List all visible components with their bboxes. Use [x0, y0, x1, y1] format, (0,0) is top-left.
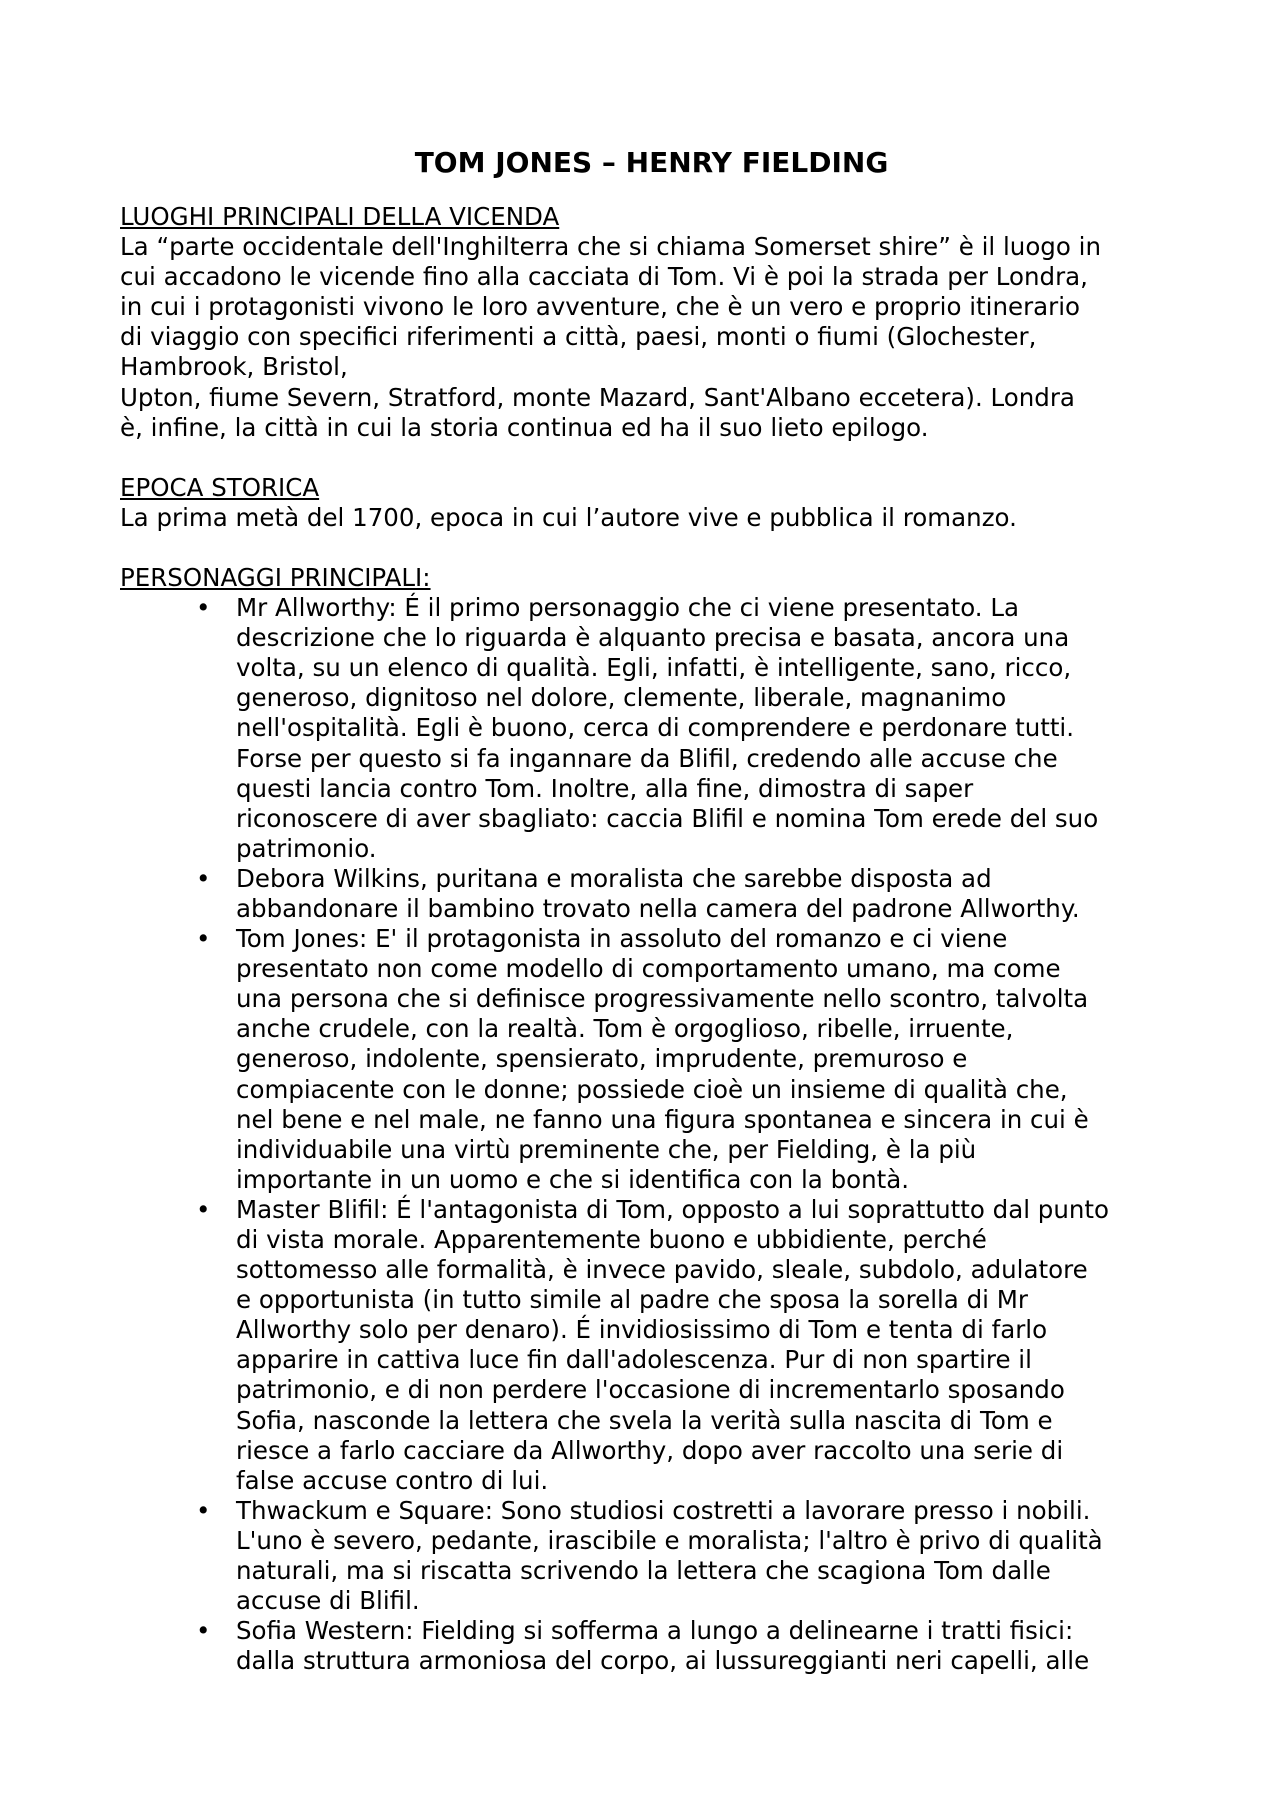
characters-heading: PERSONAGGI PRINCIPALI:	[120, 562, 431, 592]
section-places	[120, 202, 1165, 443]
bullet-icon: •	[196, 1616, 211, 1646]
bullet-icon: •	[196, 1495, 211, 1525]
section-characters	[120, 563, 1165, 1676]
document-page	[120, 146, 1165, 1676]
list-item-line: accuse di Blifil.	[236, 1586, 420, 1616]
spacer	[120, 443, 1165, 473]
places-heading: LUOGHI PRINCIPALI DELLA VICENDA	[120, 202, 560, 231]
places-line: La “parte occidentale dell'Inghilterra che si chiama Somerset shire” è il luogo in	[120, 232, 1101, 262]
spacer	[120, 533, 1165, 563]
characters-list	[120, 593, 1165, 1676]
epoch-text: La prima metà del 1700, epoca in cui l’autore vive e pubblica il romanzo.	[120, 502, 1017, 532]
list-item-line: di vista morale. Apparentemente buono e ubbidiente, perché	[236, 1225, 987, 1254]
list-item-line: Forse per questo si fa ingannare da Blifil, credendo alle accuse che	[236, 743, 1058, 773]
list-item-line: abbandonare il bambino trovato nella camera del padrone Allworthy.	[236, 893, 1080, 923]
list-item-blifil	[120, 1195, 1165, 1496]
list-item-line: sottomesso alle formalità, è invece pavido, sleale, subdolo, adulatore	[236, 1255, 1088, 1285]
list-item-line: importante in un uomo e che si identifica con la bontà.	[236, 1164, 910, 1194]
list-item-line: riconoscere di aver sbagliato: caccia Blifil e nomina Tom erede del suo	[236, 803, 1099, 833]
list-item-line: patrimonio, e di non perdere l'occasione di incrementarlo sposando	[236, 1375, 1065, 1405]
list-item-line: generoso, dignitoso nel dolore, clemente, liberale, magnanimo	[236, 683, 1007, 713]
places-line: cui accadono le vicende fino alla cacciata di Tom. Vi è poi la strada per Londra,	[120, 262, 1088, 292]
list-item-line: Master Blifil: É l'antagonista di Tom, opposto a lui soprattutto dal punto	[236, 1194, 1110, 1224]
section-epoch	[120, 473, 1165, 533]
list-item-line: Sofia, nasconde la lettera che svela la verità sulla nascita di Tom e	[236, 1405, 1053, 1435]
list-item-thwackum-square	[120, 1496, 1165, 1616]
bullet-icon: •	[196, 924, 211, 954]
list-item-line: Thwackum e Square: Sono studiosi costretti a lavorare presso i nobili.	[236, 1495, 1091, 1525]
list-item-line: Tom Jones: E' il protagonista in assoluto del romanzo e ci viene	[236, 924, 1008, 954]
list-item-tom-jones	[120, 924, 1165, 1195]
list-item-line: Allworthy solo per denaro). É invidiosissimo di Tom e tenta di farlo	[236, 1315, 1048, 1345]
bullet-icon: •	[196, 593, 211, 623]
places-paragraph	[120, 232, 1165, 443]
list-item-line: anche crudele, con la realtà. Tom è orgoglioso, ribelle, irruente,	[236, 1014, 1014, 1044]
list-item-line: naturali, ma si riscatta scrivendo la lettera che scagiona Tom dalle	[236, 1556, 1051, 1586]
bullet-icon: •	[196, 863, 211, 893]
list-item-line: generoso, indolente, spensierato, imprudente, premuroso e	[236, 1044, 968, 1074]
document-title: TOM JONES – HENRY FIELDING	[414, 146, 889, 179]
list-item-line: Sofia Western: Fielding si sofferma a lungo a delinearne i tratti fisici:	[236, 1616, 1074, 1646]
list-item-line: questi lancia contro Tom. Inoltre, alla fine, dimostra di saper	[236, 773, 974, 803]
list-item-line: patrimonio.	[236, 833, 377, 863]
list-item-line: Debora Wilkins, puritana e moralista che sarebbe disposta ad	[236, 863, 992, 893]
list-item-line: una persona che si definisce progressivamente nello scontro, talvolta	[236, 984, 1089, 1014]
places-line: Upton, fiume Severn, Stratford, monte Mazard, Sant'Albano eccetera). Londra	[120, 382, 1075, 412]
list-item-line: presentato non come modello di comportamento umano, ma come	[236, 954, 1061, 984]
list-item-line: volta, su un elenco di qualità. Egli, infatti, è intelligente, sano, ricco,	[236, 653, 1072, 683]
list-item-line: compiacente con le donne; possiede cioè un insieme di qualità che,	[236, 1074, 1068, 1104]
list-item-line: nel bene e nel male, ne fanno una figura spontanea e sincera in cui è	[236, 1104, 1089, 1134]
list-item-line: riesce a farlo cacciare da Allworthy, dopo aver raccolto una serie di	[236, 1435, 1064, 1465]
list-item-line: false accuse contro di lui.	[236, 1465, 549, 1495]
places-line: è, infine, la città in cui la storia continua ed ha il suo lieto epilogo.	[120, 412, 929, 442]
list-item-allworthy	[120, 593, 1165, 864]
list-item-line: Mr Allworthy: É il primo personaggio che ci viene presentato. La	[236, 593, 1020, 623]
list-item-line: L'uno è severo, pedante, irascibile e moralista; l'altro è privo di qualità	[236, 1525, 1103, 1555]
list-item-line: nell'ospitalità. Egli è buono, cerca di comprendere e perdonare tutti.	[236, 713, 1075, 743]
bullet-icon: •	[196, 1194, 211, 1224]
list-item-line: e opportunista (in tutto simile al padre che sposa la sorella di Mr	[236, 1285, 1028, 1315]
list-item-line: apparire in cattiva luce fin dall'adolescenza. Pur di non spartire il	[236, 1345, 1032, 1375]
epoch-heading: EPOCA STORICA	[120, 472, 320, 502]
list-item-sofia-western	[120, 1616, 1165, 1676]
list-item-line: individuabile una virtù preminente che, per Fielding, è la più	[236, 1134, 977, 1164]
list-item-wilkins	[120, 864, 1165, 924]
list-item-line: dalla struttura armoniosa del corpo, ai lussureggianti neri capelli, alle	[236, 1646, 1090, 1676]
list-item-line: descrizione che lo riguarda è alquanto precisa e basata, ancora una	[236, 623, 1070, 653]
places-line: in cui i protagonisti vivono le loro avventure, che è un vero e proprio itinerario	[120, 292, 1081, 322]
places-line: Hambrook, Bristol,	[120, 352, 348, 382]
places-line: di viaggio con specifici riferimenti a città, paesi, monti o fiumi (Glochester,	[120, 322, 1037, 352]
